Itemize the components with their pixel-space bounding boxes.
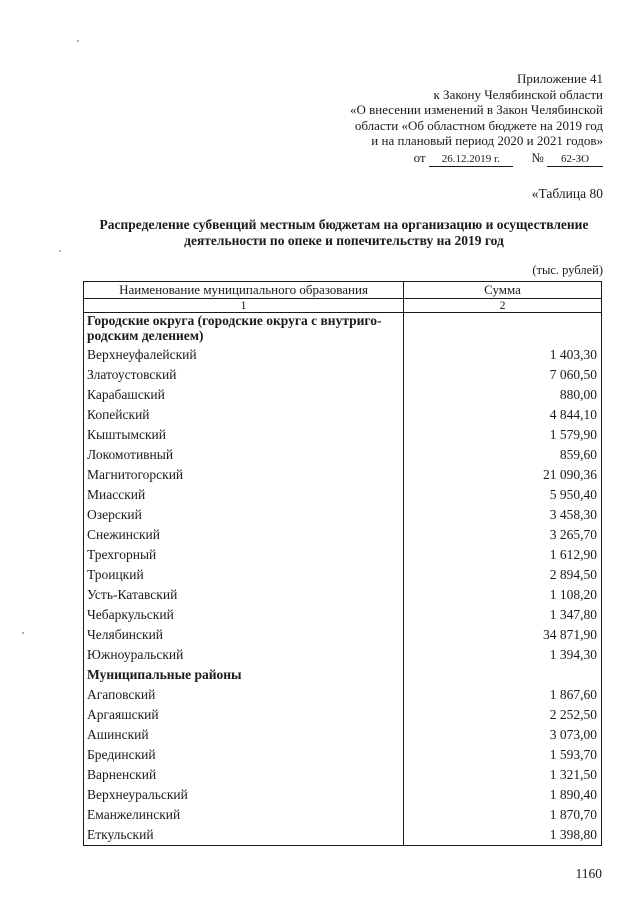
law-ref-line: к Закону Челябинской области <box>433 86 603 102</box>
table-row <box>84 485 602 505</box>
amount-value: 880,00 <box>404 385 602 405</box>
municipality-name: Снежинский <box>84 525 404 545</box>
municipality-name: Локомотивный <box>84 445 404 465</box>
amount-value: 3 458,30 <box>404 505 602 525</box>
municipality-name: Верхнеуфалейский <box>84 345 404 365</box>
municipality-name: Еткульский <box>84 825 404 846</box>
amount-value <box>404 665 602 685</box>
municipality-name: Копейский <box>84 405 404 425</box>
appendix-label: Приложение 41 <box>516 71 603 86</box>
amount-value: 21 090,36 <box>404 465 602 485</box>
unit-label: (тыс. рублей) <box>532 263 603 277</box>
table-row <box>84 425 602 445</box>
table-row <box>84 645 602 665</box>
title-line-2: деятельности по опеке и попечительству на 2019 год <box>184 232 504 248</box>
appendix-header <box>350 71 603 167</box>
amount-value: 3 265,70 <box>404 525 602 545</box>
amount-value: 1 593,70 <box>404 745 602 765</box>
table-row <box>84 805 602 825</box>
amount-value: 34 871,90 <box>404 625 602 645</box>
amount-value: 1 398,80 <box>404 825 602 846</box>
amount-value: 1 108,20 <box>404 585 602 605</box>
municipality-name: Аргаяшский <box>84 705 404 725</box>
municipality-name: Златоустовский <box>84 365 404 385</box>
amount-value: 1 347,80 <box>404 605 602 625</box>
number-label: № <box>531 149 544 165</box>
table-row <box>84 605 602 625</box>
amount-value: 2 252,50 <box>404 705 602 725</box>
amount-value: 7 060,50 <box>404 365 602 385</box>
amount-value: 5 950,40 <box>404 485 602 505</box>
page-number: 1160 <box>575 866 602 881</box>
municipality-name: Варненский <box>84 765 404 785</box>
municipality-name: Кыштымский <box>84 425 404 445</box>
municipality-name: Брединский <box>84 745 404 765</box>
column-header-sum: Сумма <box>404 282 602 299</box>
table-row <box>84 565 602 585</box>
table-row <box>84 745 602 765</box>
group-heading-municipal-districts <box>84 665 602 685</box>
table-row <box>84 405 602 425</box>
table-row <box>84 725 602 745</box>
table-reference: «Таблица 80 <box>531 186 603 201</box>
amount-value: 2 894,50 <box>404 565 602 585</box>
amount-value: 1 321,50 <box>404 765 602 785</box>
law-title-line-3: и на плановый период 2020 и 2021 годов» <box>371 133 603 148</box>
table-row <box>84 505 602 525</box>
law-title-line-2: области «Об областном бюджете на 2019 год <box>354 117 603 133</box>
table-row <box>84 685 602 705</box>
municipality-name: Еманжелинский <box>84 805 404 825</box>
table-row <box>84 445 602 465</box>
scan-speck <box>77 40 79 42</box>
municipality-name: Трехгорный <box>84 545 404 565</box>
table-header-row <box>84 282 602 299</box>
table-row <box>84 585 602 605</box>
amount-value: 1 403,30 <box>404 345 602 365</box>
group-heading-line-2: родским делением) <box>87 328 204 343</box>
law-number: 62-ЗО <box>547 153 603 167</box>
column-number-2: 2 <box>404 299 602 313</box>
from-label: от <box>413 149 426 165</box>
group-heading-city-districts <box>84 313 602 346</box>
table-row <box>84 825 602 846</box>
amount-value: 1 579,90 <box>404 425 602 445</box>
amount-value: 4 844,10 <box>404 405 602 425</box>
municipality-name: Южноуральский <box>84 645 404 665</box>
municipality-name: Ашинский <box>84 725 404 745</box>
column-number-row <box>84 299 602 313</box>
amount-value: 1 890,40 <box>404 785 602 805</box>
table-row <box>84 345 602 365</box>
table-row <box>84 705 602 725</box>
scan-speck <box>59 250 61 252</box>
table-row <box>84 385 602 405</box>
municipality-name: Магнитогорский <box>84 465 404 485</box>
municipality-name: Верхнеуральский <box>84 785 404 805</box>
table-row <box>84 365 602 385</box>
municipality-name: Челябинский <box>84 625 404 645</box>
amount-value: 1 867,60 <box>404 685 602 705</box>
table-row <box>84 785 602 805</box>
document-title <box>80 217 608 248</box>
table-row <box>84 525 602 545</box>
municipality-name: Муниципальные районы <box>84 665 404 685</box>
municipality-name: Озерский <box>84 505 404 525</box>
amount-value: 1 612,90 <box>404 545 602 565</box>
column-header-name: Наименование муниципального образования <box>84 282 404 299</box>
law-date: 26.12.2019 г. <box>429 153 513 167</box>
scan-speck <box>22 632 24 634</box>
amount-value: 3 073,00 <box>404 725 602 745</box>
amount-value: 1 394,30 <box>404 645 602 665</box>
municipality-name: Карабашский <box>84 385 404 405</box>
amount-value: 859,60 <box>404 445 602 465</box>
law-title-line-1: «О внесении изменений в Закон Челябинской <box>349 102 603 117</box>
municipality-name: Чебаркульский <box>84 605 404 625</box>
amount-value: 1 870,70 <box>404 805 602 825</box>
table-row <box>84 465 602 485</box>
column-number-1: 1 <box>84 299 404 313</box>
date-number-line <box>350 150 603 167</box>
group-heading-line-1: Городские округа (городские округа с внутриго- <box>87 313 382 328</box>
table-row <box>84 625 602 645</box>
municipality-name: Усть-Катавский <box>84 585 404 605</box>
municipality-name: Троицкий <box>84 565 404 585</box>
table-row <box>84 765 602 785</box>
subvention-table <box>83 281 602 846</box>
municipality-name: Миасский <box>84 485 404 505</box>
table-row <box>84 545 602 565</box>
title-line-1: Распределение субвенций местным бюджетам на организацию и осуществление <box>99 217 589 232</box>
municipality-name: Агаповский <box>84 685 404 705</box>
